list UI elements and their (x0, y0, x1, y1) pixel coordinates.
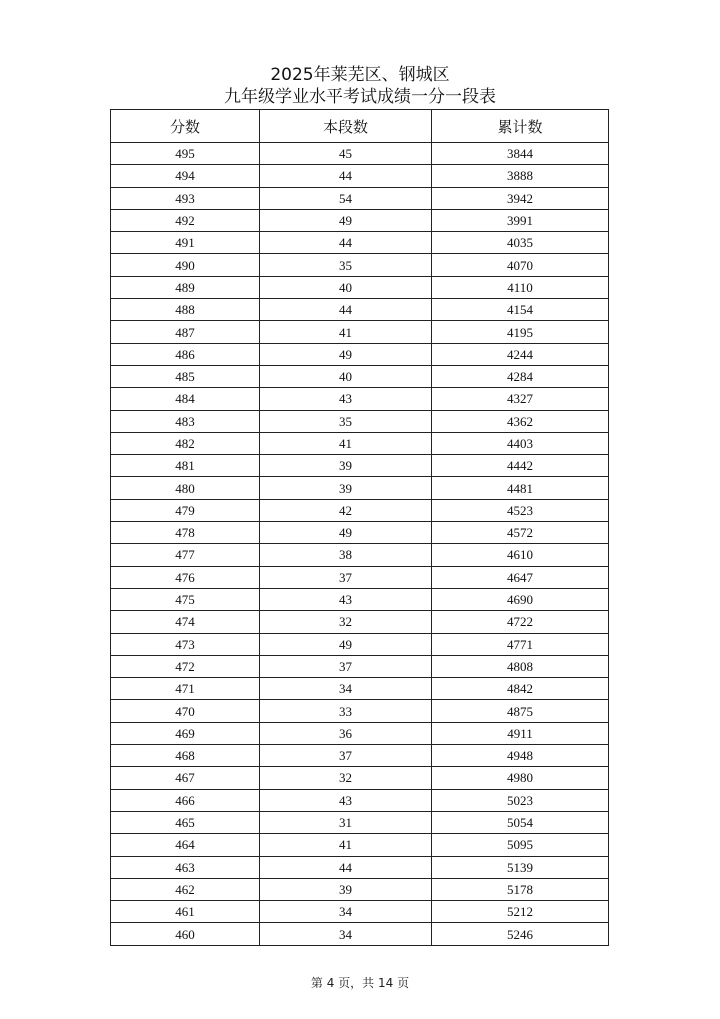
cumulative-count-cell: 4771 (432, 633, 609, 655)
cumulative-count-cell: 4327 (432, 388, 609, 410)
table-row (111, 655, 609, 677)
table-row (111, 299, 609, 321)
score-cell: 468 (111, 745, 260, 767)
segment-count-cell: 39 (260, 477, 432, 499)
table-row (111, 232, 609, 254)
score-cell: 476 (111, 566, 260, 588)
segment-count-cell: 49 (260, 633, 432, 655)
score-cell: 489 (111, 276, 260, 298)
table-body (111, 143, 609, 946)
segment-count-cell: 49 (260, 343, 432, 365)
cumulative-count-cell: 4070 (432, 254, 609, 276)
cumulative-count-cell: 5054 (432, 811, 609, 833)
cumulative-count-cell: 5212 (432, 901, 609, 923)
table-row (111, 878, 609, 900)
segment-count-cell: 39 (260, 455, 432, 477)
cumulative-count-cell: 4362 (432, 410, 609, 432)
table-row (111, 143, 609, 165)
segment-count-cell: 41 (260, 432, 432, 454)
table-row (111, 276, 609, 298)
table-row (111, 455, 609, 477)
table-row (111, 811, 609, 833)
cumulative-count-cell: 3888 (432, 165, 609, 187)
segment-count-cell: 44 (260, 165, 432, 187)
table-row (111, 343, 609, 365)
cumulative-count-cell: 4808 (432, 655, 609, 677)
segment-count-cell: 36 (260, 722, 432, 744)
score-cell: 484 (111, 388, 260, 410)
table-row (111, 254, 609, 276)
table-row (111, 432, 609, 454)
score-cell: 461 (111, 901, 260, 923)
cumulative-count-cell: 5095 (432, 834, 609, 856)
score-cell: 463 (111, 856, 260, 878)
segment-count-cell: 35 (260, 254, 432, 276)
score-cell: 487 (111, 321, 260, 343)
table-row (111, 522, 609, 544)
table-row (111, 477, 609, 499)
score-cell: 472 (111, 655, 260, 677)
table-row (111, 365, 609, 387)
score-cell: 486 (111, 343, 260, 365)
cumulative-count-cell: 3991 (432, 209, 609, 231)
table-row (111, 856, 609, 878)
cumulative-count-cell: 4722 (432, 611, 609, 633)
segment-count-cell: 38 (260, 544, 432, 566)
score-cell: 490 (111, 254, 260, 276)
table-row (111, 901, 609, 923)
segment-count-cell: 31 (260, 811, 432, 833)
table-row (111, 767, 609, 789)
segment-count-cell: 37 (260, 745, 432, 767)
segment-count-cell: 44 (260, 299, 432, 321)
table-row (111, 410, 609, 432)
cumulative-count-cell: 4875 (432, 700, 609, 722)
document-title (0, 64, 720, 108)
score-cell: 462 (111, 878, 260, 900)
score-cell: 464 (111, 834, 260, 856)
table-row (111, 321, 609, 343)
segment-count-cell: 44 (260, 232, 432, 254)
segment-count-cell: 32 (260, 767, 432, 789)
score-cell: 479 (111, 499, 260, 521)
cumulative-count-cell: 4572 (432, 522, 609, 544)
cumulative-count-cell: 4442 (432, 455, 609, 477)
score-distribution-table (110, 109, 609, 946)
score-cell: 477 (111, 544, 260, 566)
table-row (111, 209, 609, 231)
score-cell: 481 (111, 455, 260, 477)
score-cell: 470 (111, 700, 260, 722)
segment-count-cell: 42 (260, 499, 432, 521)
cumulative-count-cell: 4842 (432, 678, 609, 700)
score-cell: 471 (111, 678, 260, 700)
cumulative-count-cell: 4980 (432, 767, 609, 789)
table-header (111, 110, 609, 143)
table-row (111, 789, 609, 811)
score-cell: 465 (111, 811, 260, 833)
segment-count-cell: 32 (260, 611, 432, 633)
cumulative-count-cell: 4035 (432, 232, 609, 254)
score-cell: 469 (111, 722, 260, 744)
table-row (111, 923, 609, 945)
cumulative-count-cell: 4481 (432, 477, 609, 499)
cumulative-count-cell: 5139 (432, 856, 609, 878)
segment-count-cell: 34 (260, 923, 432, 945)
table-row (111, 588, 609, 610)
cumulative-count-cell: 4110 (432, 276, 609, 298)
score-cell: 493 (111, 187, 260, 209)
table-row (111, 834, 609, 856)
score-cell: 475 (111, 588, 260, 610)
segment-count-cell: 35 (260, 410, 432, 432)
cumulative-count-cell: 4647 (432, 566, 609, 588)
table-row (111, 611, 609, 633)
score-cell: 466 (111, 789, 260, 811)
segment-count-cell: 37 (260, 655, 432, 677)
title-line-1: 2025年莱芜区、钢城区 (270, 65, 450, 85)
cumulative-count-cell: 4690 (432, 588, 609, 610)
score-cell: 494 (111, 165, 260, 187)
table-row (111, 633, 609, 655)
segment-count-cell: 40 (260, 276, 432, 298)
cumulative-count-cell: 4523 (432, 499, 609, 521)
table-row (111, 722, 609, 744)
cumulative-count-cell: 3942 (432, 187, 609, 209)
cumulative-count-cell: 4911 (432, 722, 609, 744)
table-row (111, 700, 609, 722)
segment-count-cell: 34 (260, 678, 432, 700)
score-cell: 460 (111, 923, 260, 945)
table-row (111, 544, 609, 566)
segment-count-cell: 40 (260, 365, 432, 387)
table-row (111, 499, 609, 521)
segment-count-cell: 39 (260, 878, 432, 900)
score-cell: 474 (111, 611, 260, 633)
cumulative-count-cell: 3844 (432, 143, 609, 165)
cumulative-count-cell: 5023 (432, 789, 609, 811)
score-cell: 491 (111, 232, 260, 254)
cumulative-count-cell: 4195 (432, 321, 609, 343)
segment-count-cell: 43 (260, 789, 432, 811)
segment-count-cell: 44 (260, 856, 432, 878)
cumulative-count-cell: 4284 (432, 365, 609, 387)
page-footer: 第 4 页，共 14 页 (310, 976, 410, 990)
table-row (111, 678, 609, 700)
table-row (111, 388, 609, 410)
table-row (111, 566, 609, 588)
segment-count-cell: 34 (260, 901, 432, 923)
cumulative-count-cell: 4948 (432, 745, 609, 767)
title-line-2: 九年级学业水平考试成绩一分一段表 (224, 87, 496, 107)
segment-count-cell: 33 (260, 700, 432, 722)
cumulative-count-cell: 4244 (432, 343, 609, 365)
segment-count-cell: 41 (260, 321, 432, 343)
score-cell: 478 (111, 522, 260, 544)
cumulative-count-cell: 5178 (432, 878, 609, 900)
header-cumulative-count: 累计数 (432, 110, 609, 143)
score-cell: 495 (111, 143, 260, 165)
segment-count-cell: 41 (260, 834, 432, 856)
segment-count-cell: 49 (260, 209, 432, 231)
cumulative-count-cell: 4154 (432, 299, 609, 321)
table-row (111, 187, 609, 209)
header-row (111, 110, 609, 143)
score-cell: 492 (111, 209, 260, 231)
score-cell: 467 (111, 767, 260, 789)
score-cell: 473 (111, 633, 260, 655)
segment-count-cell: 49 (260, 522, 432, 544)
header-score: 分数 (111, 110, 260, 143)
table-row (111, 165, 609, 187)
score-cell: 483 (111, 410, 260, 432)
score-cell: 482 (111, 432, 260, 454)
cumulative-count-cell: 4610 (432, 544, 609, 566)
score-cell: 485 (111, 365, 260, 387)
segment-count-cell: 45 (260, 143, 432, 165)
segment-count-cell: 37 (260, 566, 432, 588)
table-row (111, 745, 609, 767)
cumulative-count-cell: 5246 (432, 923, 609, 945)
cumulative-count-cell: 4403 (432, 432, 609, 454)
segment-count-cell: 43 (260, 388, 432, 410)
score-cell: 480 (111, 477, 260, 499)
header-segment-count: 本段数 (260, 110, 432, 143)
score-cell: 488 (111, 299, 260, 321)
segment-count-cell: 54 (260, 187, 432, 209)
segment-count-cell: 43 (260, 588, 432, 610)
